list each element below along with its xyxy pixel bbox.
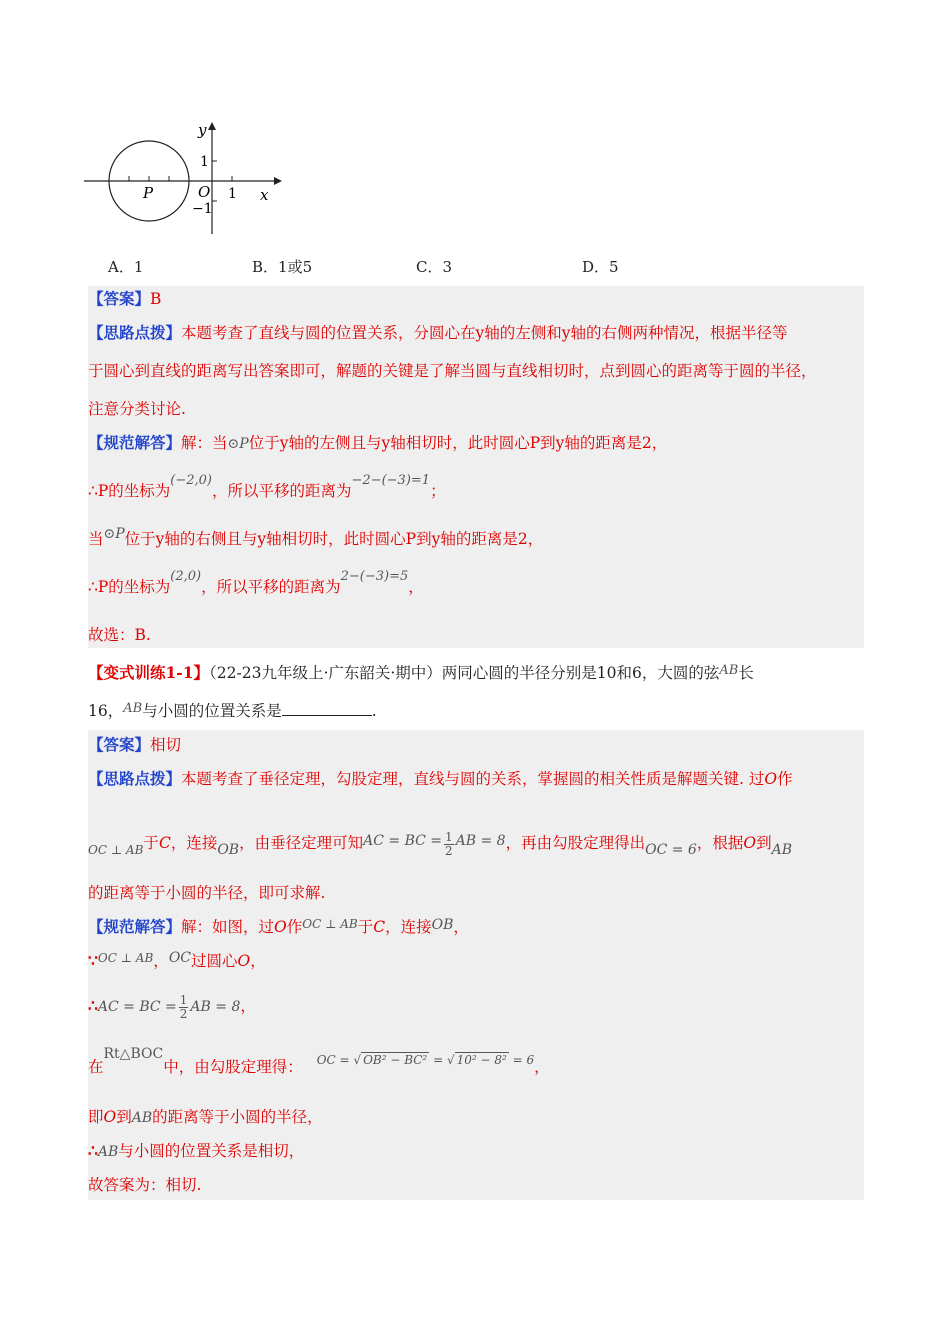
- hint-line-2: 于圆心到直线的距离写出答案即可，解题的关键是了解当圆与直线相切时，点到圆心的距离等于圆的半径，: [88, 362, 817, 380]
- solution-line-2: [88, 473, 446, 504]
- perpendicular-expr: OC ⊥ AB: [88, 843, 144, 857]
- equation-part: = 6: [512, 1053, 535, 1067]
- solution-line-1: [88, 916, 469, 939]
- solution-text: ，: [534, 1058, 550, 1076]
- sqrt-radicand: 10² − 8²: [456, 1053, 507, 1067]
- equation-ab-8: AB = 8: [455, 833, 506, 849]
- equation-ab-8: AB = 8: [190, 999, 241, 1015]
- distance-expr: −2−(−3)=1: [351, 473, 431, 488]
- solution-line-7: 故答案为：相切.: [88, 1176, 202, 1194]
- solution-line-4: [88, 569, 424, 600]
- answer-blank[interactable]: [282, 701, 372, 716]
- option-b: B．1或5: [252, 258, 313, 276]
- solution-text: ，: [153, 952, 169, 970]
- x-tick-label-1: 1: [228, 186, 237, 202]
- solution-text: ，: [408, 578, 424, 596]
- circle-p-symbol: ⊙P: [103, 526, 125, 542]
- question-title-tag: 【变式训练1-1】: [88, 663, 210, 682]
- segment-ab: AB: [131, 1110, 153, 1126]
- solution-tag: 【规范解答】: [88, 917, 182, 936]
- perpendicular-expr: OC ⊥ AB: [302, 917, 358, 931]
- hint-tag: 【思路点拨】: [88, 769, 182, 788]
- hint-line-1: [88, 768, 793, 790]
- perpendicular-expr: OC ⊥ AB: [97, 951, 154, 965]
- segment-ob: OB: [217, 842, 240, 858]
- hint-text: 于: [143, 834, 159, 852]
- solution-text: ，连接: [385, 918, 432, 936]
- solution-text: 在: [88, 1058, 104, 1076]
- y-axis-label: y: [198, 121, 207, 139]
- solution-text: 即: [88, 1108, 104, 1126]
- question-stem-line-2: [88, 700, 377, 724]
- circle-p-symbol: ⊙P: [227, 436, 249, 452]
- hint-line-3: 的距离等于小圆的半径，即可求解.: [88, 884, 326, 902]
- solution-text: 到: [116, 1108, 132, 1126]
- segment-ab: AB: [771, 842, 792, 858]
- point-c: C: [158, 834, 171, 852]
- fraction-denominator: 2: [445, 843, 453, 858]
- answer-value: 相切: [150, 736, 182, 754]
- solution-line-5: [88, 1106, 323, 1129]
- hint-text-1: 本题考查了直线与圆的位置关系，分圆心在y轴的左侧和y轴的右侧两种情况，根据半径等: [181, 324, 788, 342]
- right-triangle-boc: Rt△BOC: [103, 1046, 164, 1062]
- solution-line-3: [88, 992, 256, 1021]
- solution-text: ，所以平移的距离为: [201, 578, 341, 596]
- answer-value: B: [150, 290, 162, 308]
- solution-text: 的距离等于小圆的半径，: [152, 1108, 323, 1126]
- point-o: O: [743, 834, 757, 852]
- answer-options: [108, 256, 808, 278]
- coordinate-expr: (−2,0): [170, 473, 213, 488]
- x-axis-arrow: [274, 177, 282, 185]
- solution-line-5: 故选：B.: [88, 626, 151, 644]
- hint-tag: 【思路点拨】: [88, 323, 182, 342]
- answer-tag: 【答案】: [88, 289, 151, 308]
- point-o: O: [237, 952, 251, 970]
- solution-text: ；: [430, 482, 446, 500]
- solution-text: ，: [453, 918, 469, 936]
- solution-tag: 【规范解答】: [88, 433, 182, 452]
- solution-text: 位于y轴的左侧且与y轴相切时，此时圆心P到y轴的距离是2，: [248, 434, 668, 452]
- therefore-symbol: ∴: [88, 1141, 98, 1160]
- answer-line: [88, 288, 161, 310]
- equation-part: OC =: [316, 1053, 350, 1067]
- question-stem-line-1: [88, 662, 754, 686]
- y-tick-label-neg1: −1: [192, 201, 213, 217]
- solution-text: 作: [286, 918, 303, 936]
- hint-line-2: [88, 830, 792, 858]
- equation-part: =: [433, 1053, 444, 1067]
- origin-label: O: [198, 183, 211, 201]
- solution-text: 于: [357, 918, 374, 936]
- solution-text: ，: [250, 952, 266, 970]
- hint-text: 本题考查了垂径定理，勾股定理，直线与圆的关系，掌握圆的相关性质是解题关键. 过: [181, 770, 765, 788]
- solution-line-3: [88, 528, 543, 551]
- sqrt-radicand: OB² − BC²: [363, 1053, 428, 1067]
- solution-text: 中，由勾股定理得：: [163, 1058, 303, 1076]
- coordinate-expr: (2,0): [170, 569, 202, 584]
- coordinate-figure: [84, 118, 284, 238]
- solution-text: ∴P的坐标为: [88, 578, 171, 596]
- question-stem-text: 长: [738, 664, 754, 682]
- segment-oc: OC: [168, 950, 192, 966]
- segment-ob: OB: [431, 917, 454, 933]
- circle-axes-diagram: [84, 118, 284, 238]
- option-c: C．3: [416, 258, 453, 276]
- hint-line-3: 注意分类讨论.: [88, 400, 186, 418]
- solution-line-6: [88, 1140, 304, 1163]
- hint-text: ，连接: [170, 834, 218, 852]
- answer-line: [88, 734, 181, 756]
- solution-text: ，: [240, 997, 256, 1015]
- solution-text: ∴P的坐标为: [88, 482, 171, 500]
- hint-text: ，根据: [696, 834, 744, 852]
- equation-oc-6: OC = 6: [645, 842, 697, 858]
- solution-line-2: [88, 950, 266, 973]
- because-symbol: ∵: [88, 951, 98, 970]
- solution-line-1: [88, 432, 667, 455]
- question-stem-text: （22-23九年级上·广东韶关·期中）两同心圆的半径分别是10和6，大圆的弦: [209, 664, 720, 682]
- point-o: O: [764, 770, 778, 788]
- equation-ac-bc: AC = BC =: [363, 833, 443, 849]
- y-axis-arrow: [208, 122, 216, 130]
- option-a: A．1: [108, 258, 144, 276]
- question-stem-text: .: [371, 702, 377, 720]
- pythagoras-expr: OC = √ OB² − BC² = √ 10² − 8² = 6: [316, 1053, 535, 1067]
- hint-text: ，由垂径定理可知: [239, 834, 364, 852]
- fraction-half: [179, 994, 189, 1021]
- point-c: C: [373, 918, 386, 936]
- hint-text: 到: [756, 834, 772, 852]
- solution-text: 解：如图，过: [181, 918, 275, 936]
- hint-line-1: [88, 322, 788, 344]
- solution-text: 与小圆的位置关系是相切，: [118, 1142, 305, 1160]
- fraction-numerator: 1: [179, 992, 188, 1007]
- y-tick-label-1: 1: [200, 154, 209, 170]
- answer-tag: 【答案】: [88, 735, 151, 754]
- segment-ab: AB: [97, 1144, 119, 1160]
- fraction-numerator: 1: [445, 829, 453, 844]
- solution-text: ，所以平移的距离为: [212, 482, 352, 500]
- equation-ac-bc: AC = BC =: [97, 999, 177, 1015]
- solution-panel-2: [88, 730, 864, 1200]
- solution-text: 解：当: [181, 434, 228, 452]
- question-stem-text: 16，: [88, 702, 124, 720]
- solution-text: 过圆心: [191, 952, 238, 970]
- point-o: O: [103, 1108, 117, 1126]
- option-d: D．5: [582, 258, 619, 276]
- fraction-denominator: 2: [179, 1006, 188, 1021]
- segment-ab: AB: [123, 701, 143, 716]
- fraction-half: [444, 831, 454, 858]
- solution-line-4: [88, 1046, 550, 1081]
- center-label: P: [143, 184, 154, 202]
- solution-text: 位于y轴的右侧且与y轴相切时，此时圆心P到y轴的距离是2，: [124, 530, 544, 548]
- x-axis-label: x: [260, 186, 269, 204]
- distance-expr: 2−(−3)=5: [340, 569, 409, 584]
- hint-text: ，再由勾股定理得出: [505, 834, 646, 852]
- solution-text: 当: [88, 530, 104, 548]
- therefore-symbol: ∴: [88, 996, 98, 1015]
- segment-ab: AB: [719, 663, 739, 678]
- question-stem-text: 与小圆的位置关系是: [142, 702, 282, 720]
- solution-panel-1: [88, 286, 864, 648]
- hint-text: 作: [777, 770, 793, 788]
- point-o: O: [274, 918, 287, 936]
